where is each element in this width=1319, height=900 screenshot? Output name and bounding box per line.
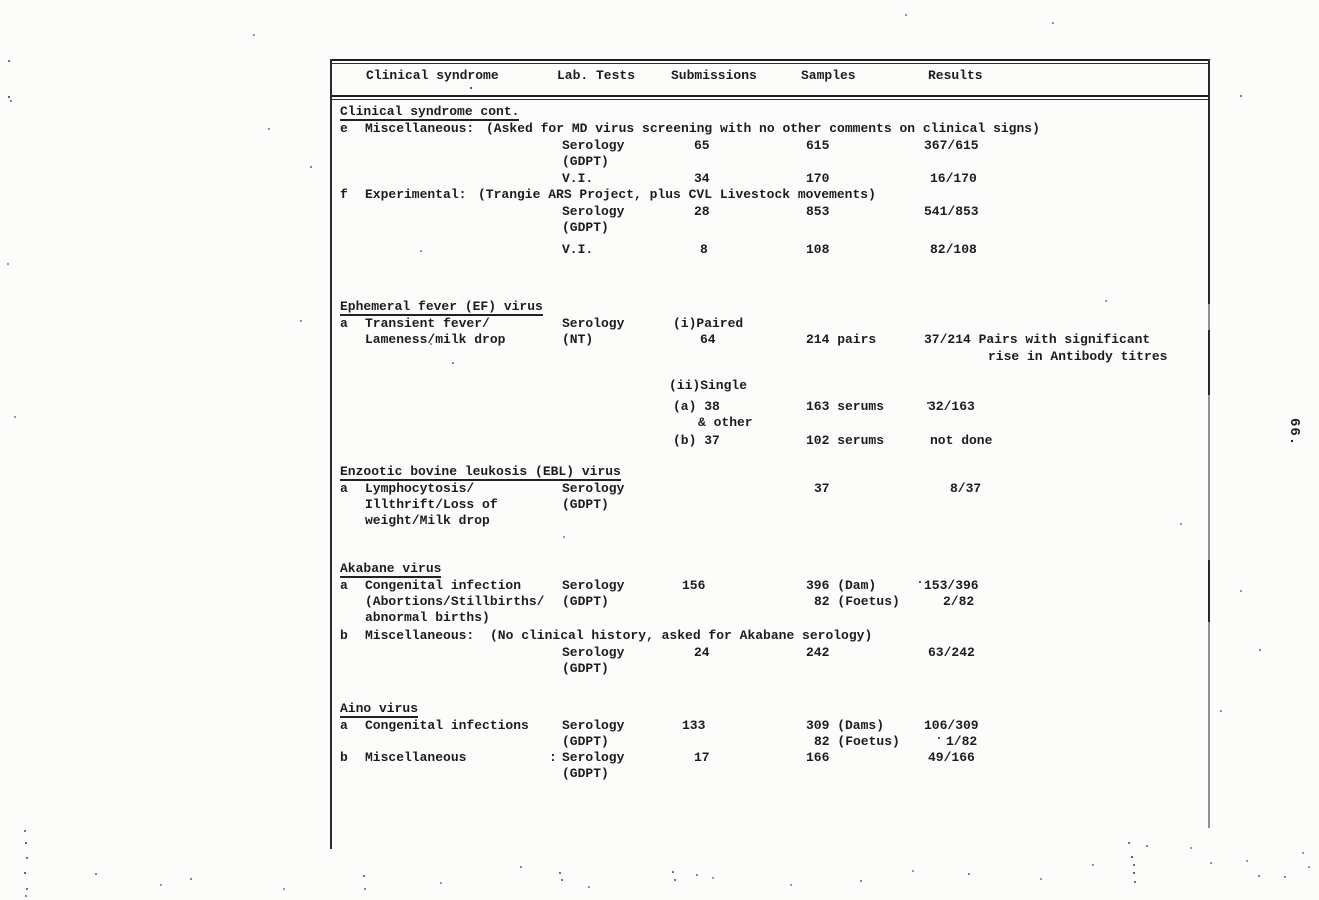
- section-heading: Ephemeral fever (EF) virus: [340, 299, 543, 314]
- table-left-border: [330, 59, 332, 849]
- text-segment: Miscellaneous:: [365, 121, 475, 136]
- text-segment: Serology: [562, 578, 625, 593]
- text-segment: (a) 38: [673, 399, 720, 414]
- text-segment: 102 serums: [806, 433, 885, 448]
- text-segment: Miscellaneous: [365, 750, 467, 765]
- header-bottom-rule-1: [331, 95, 1210, 97]
- text-segment: 34: [694, 171, 710, 186]
- table-right-border: [1208, 59, 1210, 304]
- column-header: Lab. Tests: [557, 68, 636, 83]
- text-segment: (NT): [562, 332, 594, 347]
- text-segment: 63/242: [928, 645, 975, 660]
- text-segment: Transient fever/: [365, 316, 490, 331]
- text-segment: (GDPT): [562, 594, 609, 609]
- text-segment: 1/82: [946, 734, 978, 749]
- table-top-rule-shadow: [331, 63, 1209, 64]
- text-segment: Serology: [562, 204, 625, 219]
- text-segment: Congenital infection: [365, 578, 522, 593]
- section-heading: Aino virus: [340, 701, 419, 716]
- text-segment: 156: [682, 578, 706, 593]
- table-top-rule: [331, 59, 1209, 61]
- section-heading: Akabane virus: [340, 561, 442, 576]
- text-segment: (ii)Single: [669, 378, 748, 393]
- text-segment: (GDPT): [562, 734, 609, 749]
- text-segment: Lameness/milk drop: [365, 332, 506, 347]
- text-segment: 615: [806, 138, 830, 153]
- text-segment: abnormal births): [365, 610, 490, 625]
- table-right-border-patch-2: [1208, 560, 1210, 622]
- text-segment: (i)Paired: [673, 316, 744, 331]
- text-segment: (Asked for MD virus screening with no other comments on clinical signs): [486, 121, 1040, 136]
- text-segment: (GDPT): [562, 661, 609, 676]
- text-segment: Illthrift/Loss of: [365, 497, 498, 512]
- page-number: 66.: [1286, 418, 1302, 447]
- text-segment: Serology: [562, 645, 625, 660]
- text-segment: 396 (Dam): [806, 578, 877, 593]
- text-segment: 37: [814, 481, 830, 496]
- text-segment: a: [340, 718, 348, 733]
- text-segment: 8: [700, 242, 708, 257]
- text-segment: 170: [806, 171, 830, 186]
- text-segment: 853: [806, 204, 830, 219]
- text-segment: 108: [806, 242, 830, 257]
- column-header: Results: [928, 68, 983, 83]
- text-segment: Lymphocytosis/: [365, 481, 475, 496]
- text-segment: 24: [694, 645, 710, 660]
- text-segment: rise in Antibody titres: [988, 349, 1168, 364]
- text-segment: & other: [698, 415, 753, 430]
- text-segment: 16/170: [930, 171, 977, 186]
- text-segment: 65: [694, 138, 710, 153]
- header-bottom-rule-2: [331, 99, 1210, 100]
- text-segment: 242: [806, 645, 830, 660]
- text-segment: (GDPT): [562, 220, 609, 235]
- text-segment: 541/853: [924, 204, 979, 219]
- text-segment: 214 pairs: [806, 332, 877, 347]
- text-segment: 153/396: [924, 578, 979, 593]
- text-segment: 17: [694, 750, 710, 765]
- text-segment: a: [340, 316, 348, 331]
- text-segment: Experimental:: [365, 187, 467, 202]
- text-segment: 106/309: [924, 718, 979, 733]
- text-segment: Serology: [562, 316, 625, 331]
- section-heading: Clinical syndrome cont.: [340, 104, 520, 119]
- text-segment: 82/108: [930, 242, 977, 257]
- text-segment: 163 serums: [806, 399, 885, 414]
- text-segment: Serology: [562, 138, 625, 153]
- text-segment: (GDPT): [562, 497, 609, 512]
- section-heading: Enzootic bovine leukosis (EBL) virus: [340, 464, 621, 479]
- text-segment: (No clinical history, asked for Akabane serology): [490, 628, 873, 643]
- text-segment: 37/214 Pairs with significant: [924, 332, 1151, 347]
- text-segment: Congenital infections: [365, 718, 529, 733]
- text-segment: 133: [682, 718, 706, 733]
- text-segment: a: [340, 481, 348, 496]
- text-segment: Serology: [562, 481, 625, 496]
- text-segment: (Abortions/Stillbirths/: [365, 594, 545, 609]
- text-segment: (b) 37: [673, 433, 720, 448]
- text-segment: 309 (Dams): [806, 718, 885, 733]
- text-segment: e: [340, 121, 348, 136]
- text-segment: 32/163: [928, 399, 975, 414]
- text-segment: (GDPT): [562, 766, 609, 781]
- text-segment: :: [549, 750, 557, 765]
- text-segment: 82 (Foetus): [814, 594, 900, 609]
- text-segment: V.I.: [562, 171, 594, 186]
- text-segment: b: [340, 628, 348, 643]
- text-segment: b: [340, 750, 348, 765]
- text-segment: V.I.: [562, 242, 594, 257]
- column-header: Submissions: [671, 68, 757, 83]
- text-segment: Serology: [562, 750, 625, 765]
- text-segment: 28: [694, 204, 710, 219]
- text-segment: f: [340, 187, 348, 202]
- text-segment: 8/37: [950, 481, 982, 496]
- column-header: Samples: [801, 68, 856, 83]
- text-segment: not done: [930, 433, 993, 448]
- text-segment: 49/166: [928, 750, 975, 765]
- text-segment: 367/615: [924, 138, 979, 153]
- text-segment: 64: [700, 332, 716, 347]
- text-segment: (GDPT): [562, 154, 609, 169]
- text-segment: a: [340, 578, 348, 593]
- text-segment: weight/Milk drop: [365, 513, 490, 528]
- text-segment: Serology: [562, 718, 625, 733]
- text-segment: Miscellaneous:: [365, 628, 475, 643]
- text-segment: 82 (Foetus): [814, 734, 900, 749]
- text-segment: 166: [806, 750, 830, 765]
- scan-noise: [0, 0, 2, 2]
- table-right-border-patch-1: [1208, 330, 1210, 395]
- text-segment: (Trangie ARS Project, plus CVL Livestock movements): [478, 187, 876, 202]
- column-header: Clinical syndrome: [366, 68, 499, 83]
- text-segment: 2/82: [943, 594, 975, 609]
